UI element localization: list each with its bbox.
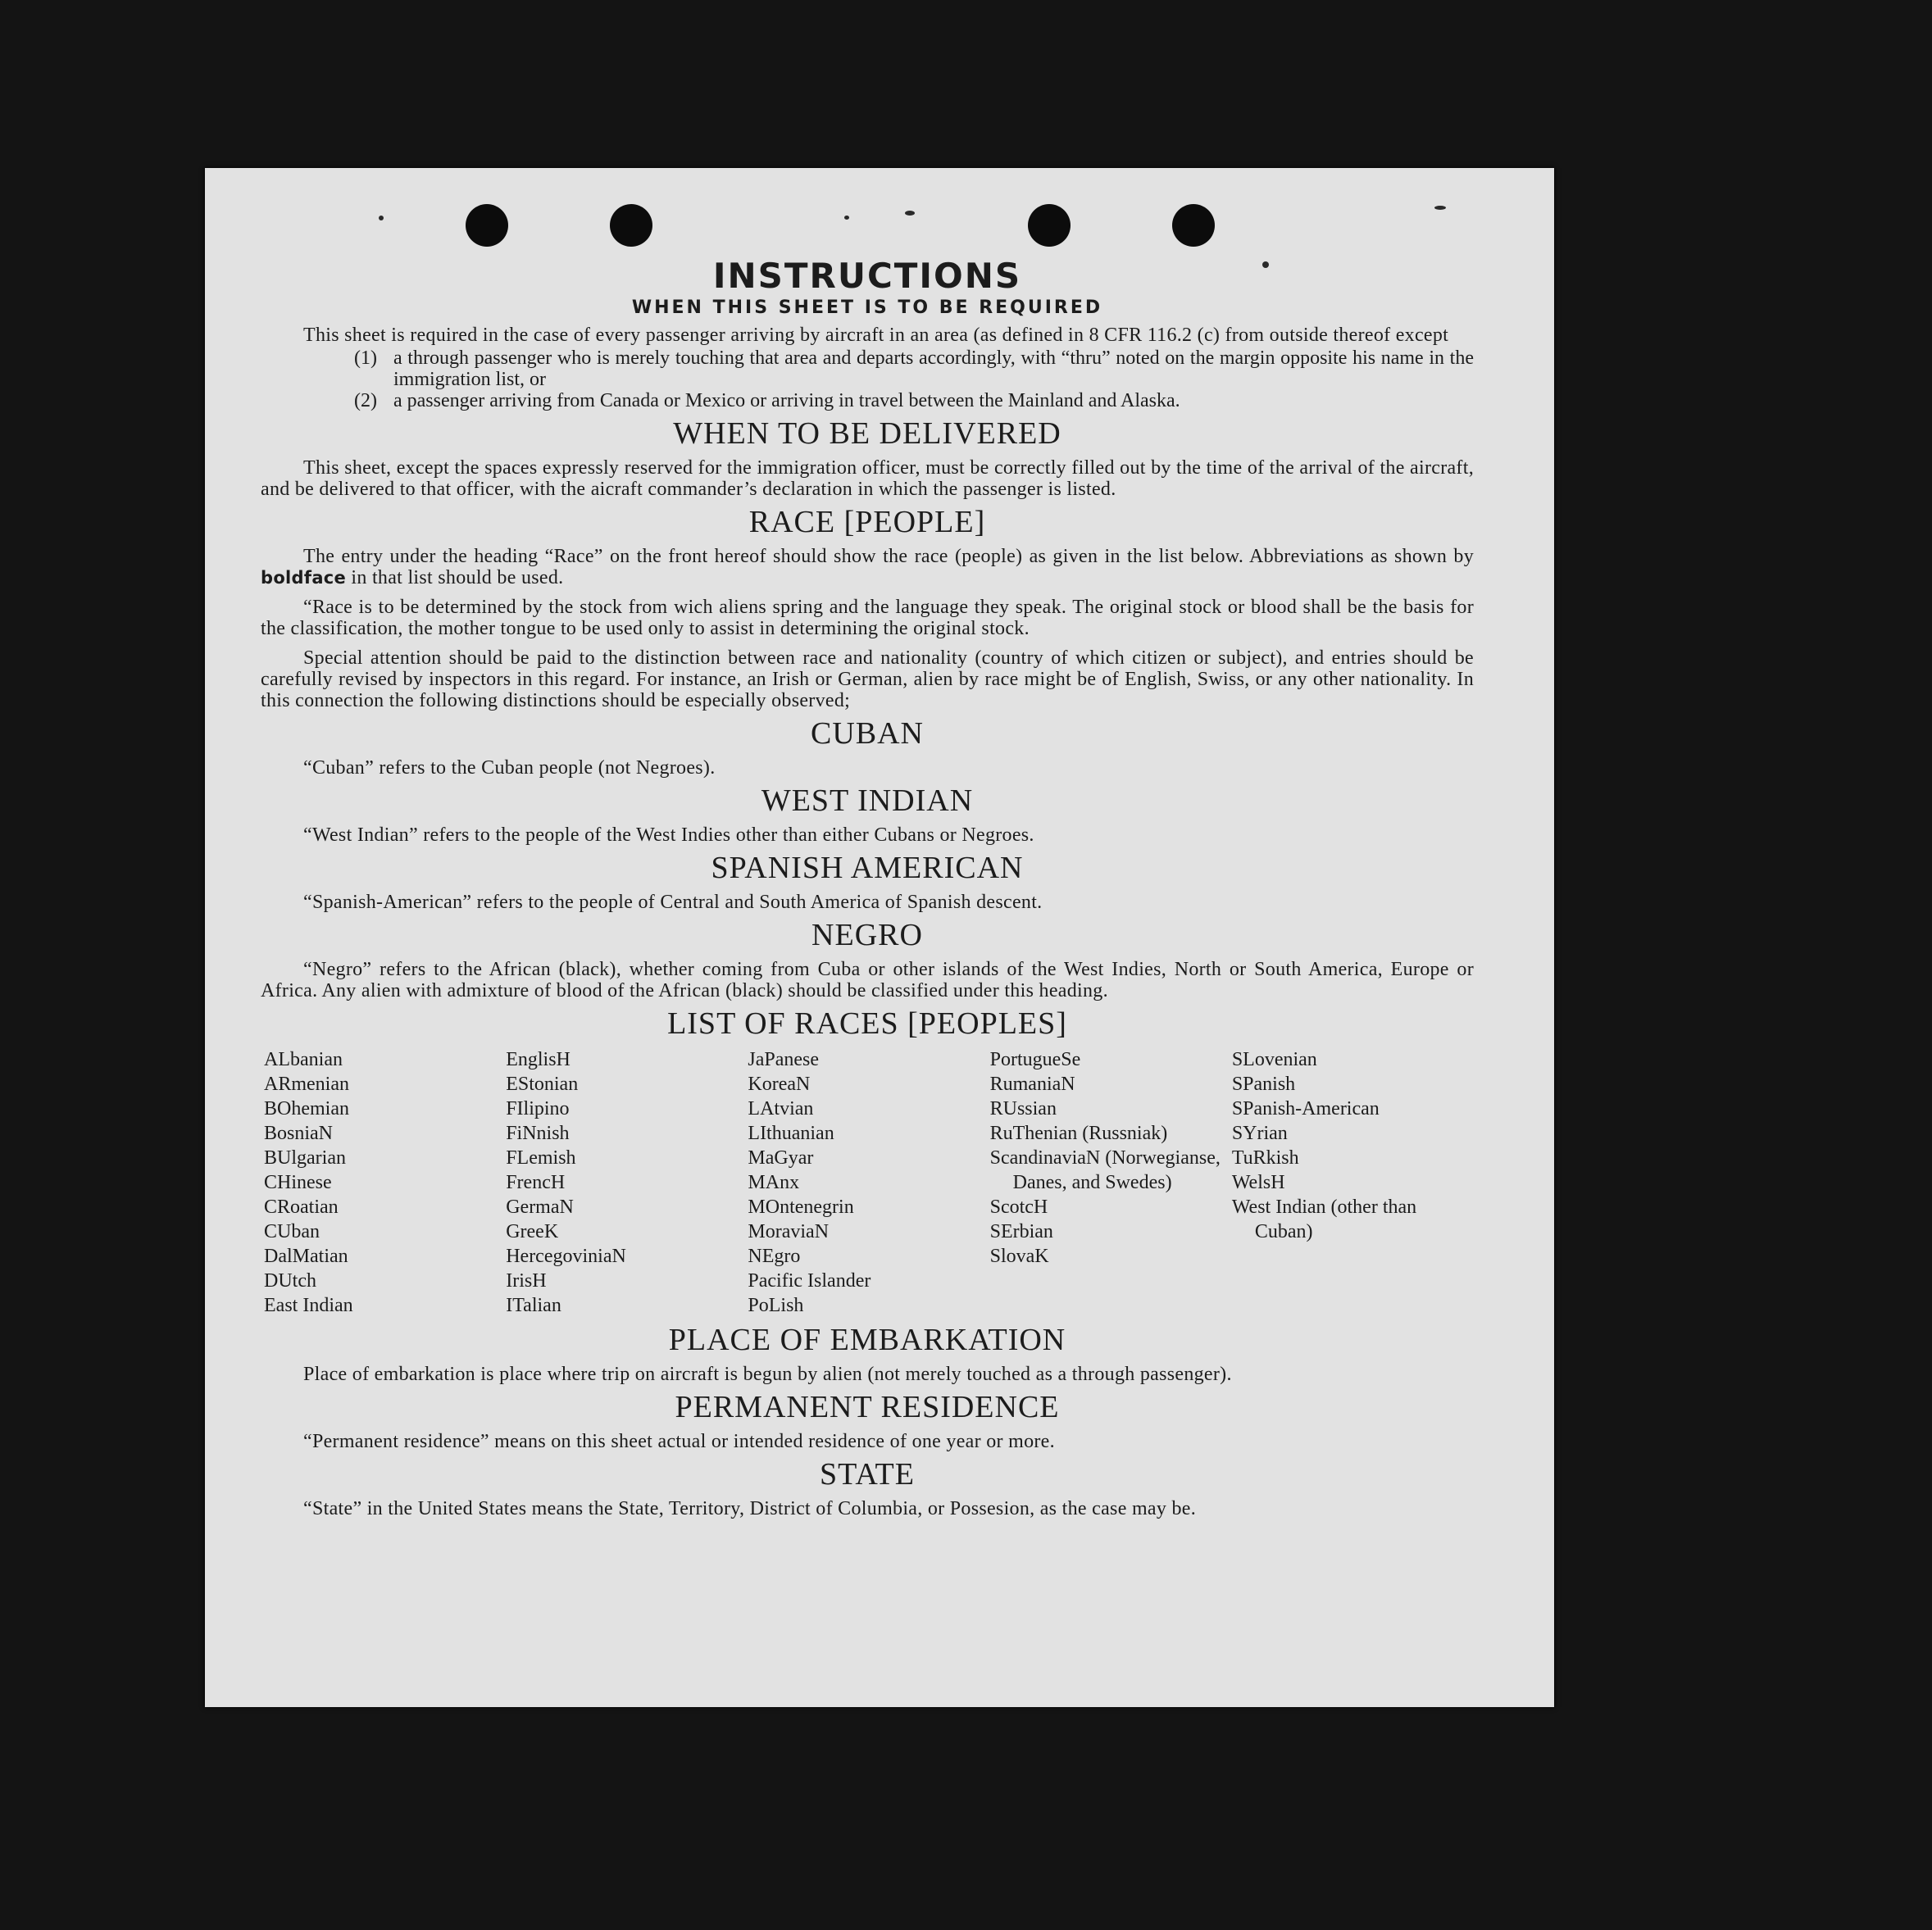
race-entry: MoraviaN — [748, 1221, 830, 1242]
race-entry: CUban — [264, 1221, 320, 1242]
instructions-content — [261, 257, 1474, 1519]
race-entry: DalMatian — [264, 1246, 348, 1267]
race-entry: SlovaK — [989, 1246, 1049, 1267]
dust-speck — [905, 211, 915, 216]
section-heading-delivered: WHEN TO BE DELIVERED — [673, 416, 1061, 451]
spanish-american-paragraph: “Spanish-American” refers to the people of Central and South America of Spanish descent. — [303, 892, 1043, 913]
punch-hole — [466, 204, 508, 247]
west-indian-paragraph: “West Indian” refers to the people of the West Indies other than either Cubans or Negroes. — [303, 824, 1034, 846]
race-entry: MAnx — [748, 1172, 800, 1193]
section-heading-residence: PERMANENT RESIDENCE — [675, 1390, 1060, 1424]
exceptions-list — [261, 347, 1474, 411]
race-entry: SYrian — [1231, 1123, 1288, 1144]
section-heading-negro: NEGRO — [811, 918, 923, 952]
race-entry: Pacific Islander — [748, 1270, 871, 1292]
race-paragraph-1: The entry under the heading “Race” on the front hereof should show the race (people) as given in the list below. Abbreviations as shown by boldface in that list should be used. — [261, 546, 1474, 588]
cuban-paragraph: “Cuban” refers to the Cuban people (not Negroes). — [303, 757, 716, 779]
race-entry: RUssian — [989, 1098, 1057, 1119]
race-entry: HercegoviniaN — [506, 1246, 626, 1267]
race-column — [264, 1047, 506, 1318]
dust-speck — [379, 216, 384, 220]
race-entry: FLemish — [506, 1147, 576, 1169]
race-entry: BOhemian — [264, 1098, 349, 1119]
section-heading-west-indian: WEST INDIAN — [761, 783, 974, 818]
race-entry: SLovenian — [1231, 1049, 1317, 1070]
race-entry: RumaniaN — [989, 1074, 1075, 1095]
race-entry: FiNnish — [506, 1123, 570, 1144]
section-heading-state: STATE — [820, 1457, 915, 1492]
race-entry: JaPanese — [748, 1049, 820, 1070]
race-entry: LAtvian — [748, 1098, 814, 1119]
race-entry: EStonian — [506, 1074, 579, 1095]
race-entry: MOntenegrin — [748, 1197, 854, 1218]
race-column — [506, 1047, 748, 1318]
punch-hole — [1028, 204, 1071, 247]
race-entry: West Indian (other than Cuban) — [1231, 1197, 1422, 1242]
race-entry: KoreaN — [748, 1074, 811, 1095]
race-paragraph-3: Special attention should be paid to the distinction between race and nationality (country of which citizen or subject), and entries should be carefully revised by inspectors in this regard. For instance, an Irish or German, alien by race might be of English, Swiss, or any other nationality. In this connection the following distinctions should be especially observed; — [261, 647, 1474, 711]
race-entry: BosniaN — [264, 1123, 333, 1144]
section-heading-cuban: CUBAN — [810, 716, 925, 751]
section-heading-embarkation: PLACE OF EMBARKATION — [668, 1323, 1066, 1357]
exception-item: (1) a through passenger who is merely touching that area and departs accordingly, with “thru” noted on the margin opposite his name in the immigration list, or — [354, 347, 1474, 390]
race-entry: ScotcH — [989, 1197, 1048, 1218]
embarkation-paragraph: Place of embarkation is place where trip on aircraft is begun by alien (not merely touched as a through passenger). — [303, 1364, 1232, 1385]
race-entry: BUlgarian — [264, 1147, 346, 1169]
race-entry: RuThenian (Russniak) — [989, 1123, 1168, 1144]
race-column — [1232, 1047, 1474, 1318]
race-entry: SPanish-American — [1231, 1098, 1380, 1119]
races-list — [264, 1047, 1474, 1318]
section-heading-list-of-races: LIST OF RACES [PEOPLES] — [667, 1006, 1067, 1041]
state-paragraph: “State” in the United States means the State, Territory, District of Columbia, or Possesion, as the case may be. — [303, 1498, 1197, 1519]
exception-item: (2) a passenger arriving from Canada or Mexico or arriving in travel between the Mainland and Alaska. — [354, 390, 1180, 411]
dust-speck — [844, 216, 849, 220]
race-entry: PoLish — [748, 1295, 804, 1316]
race-entry: ITalian — [506, 1295, 561, 1316]
punch-hole — [610, 204, 652, 247]
race-entry: LIthuanian — [748, 1123, 834, 1144]
race-entry: PortugueSe — [989, 1049, 1081, 1070]
negro-paragraph: “Negro” refers to the African (black), whether coming from Cuba or other islands of the West Indies, North or South America, Europe or Africa. Any alien with admixture of blood of the African (black) should be classified under this heading. — [261, 959, 1474, 1001]
race-entry: MaGyar — [748, 1147, 814, 1169]
punch-hole — [1172, 204, 1215, 247]
intro-paragraph: This sheet is required in the case of every passenger arriving by aircraft in an area (as defined in 8 CFR 116.2 (c) from outside thereof except — [303, 325, 1449, 346]
race-entry: GreeK — [506, 1221, 559, 1242]
race-entry: GermaN — [506, 1197, 574, 1218]
race-entry: DUtch — [264, 1270, 316, 1292]
race-entry: ALbanian — [264, 1049, 343, 1070]
race-column — [748, 1047, 989, 1318]
race-entry: SPanish — [1231, 1074, 1296, 1095]
race-entry: IrisH — [506, 1270, 547, 1292]
race-entry: ScandinaviaN (Norwegianse, Danes, and Swedes) — [989, 1147, 1225, 1193]
instruction-sheet — [205, 168, 1554, 1707]
race-entry: CRoatian — [264, 1197, 339, 1218]
race-entry: East Indian — [264, 1295, 353, 1316]
residence-paragraph: “Permanent residence” means on this sheet actual or intended residence of one year or more. — [303, 1431, 1055, 1452]
page-subtitle: WHEN THIS SHEET IS TO BE REQUIRED — [631, 297, 1103, 318]
race-entry: WelsH — [1231, 1172, 1285, 1193]
race-entry: TuRkish — [1231, 1147, 1299, 1169]
dust-speck — [1434, 206, 1446, 210]
race-column — [990, 1047, 1232, 1318]
race-paragraph-2: “Race is to be determined by the stock from wich aliens spring and the language they speak. The original stock or blood shall be the basis for the classification, the mother tongue to be used only to assist in determining the original stock. — [261, 597, 1474, 639]
section-heading-race: RACE [PEOPLE] — [748, 505, 986, 539]
race-entry: FrencH — [506, 1172, 566, 1193]
race-entry: SErbian — [989, 1221, 1053, 1242]
race-entry: CHinese — [264, 1172, 332, 1193]
section-heading-spanish-american: SPANISH AMERICAN — [711, 851, 1024, 885]
page-title: INSTRUCTIONS — [712, 256, 1022, 296]
race-entry: FIlipino — [506, 1098, 570, 1119]
boldface-word: boldface — [261, 568, 347, 588]
race-entry: ARmenian — [264, 1074, 349, 1095]
race-entry: NEgro — [748, 1246, 801, 1267]
race-entry: EnglisH — [506, 1049, 571, 1070]
delivered-paragraph: This sheet, except the spaces expressly reserved for the immigration officer, must be correctly filled out by the time of the arrival of the aircraft, and be delivered to that officer, with the aicraft commander’s declaration in which the passenger is listed. — [261, 457, 1474, 500]
